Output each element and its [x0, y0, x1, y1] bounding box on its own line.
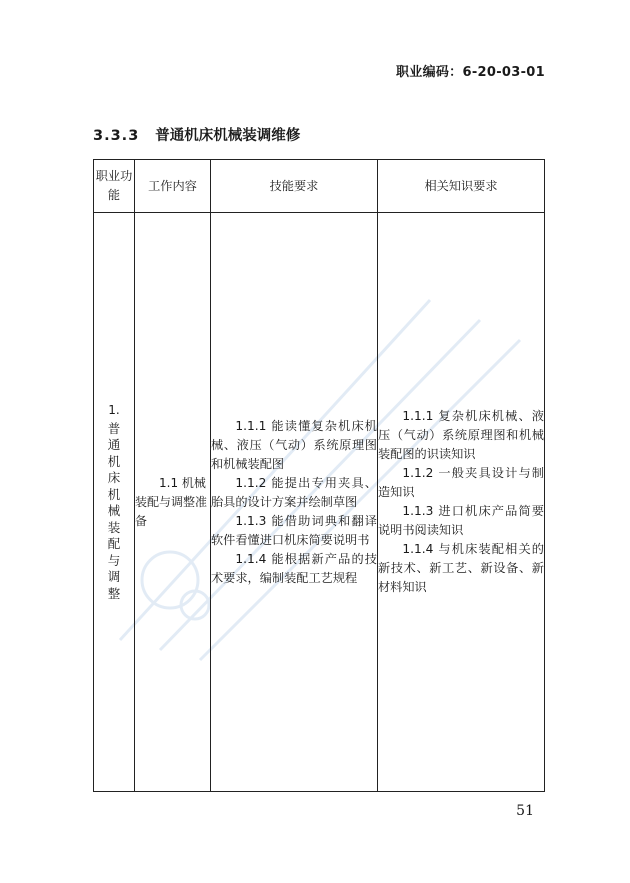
skill-item: 1.1.3 能借助词典和翻译软件看懂进口机床简要说明书	[211, 513, 377, 547]
function-number: 1.	[108, 403, 120, 417]
table-row	[94, 213, 545, 792]
skill-requirements-cell	[211, 213, 378, 792]
knowledge-item: 1.1.1 复杂机床机械、液压（气动）系统原理图和机械装配图的识读知识	[378, 409, 544, 461]
table-header-row	[94, 160, 545, 213]
section-heading	[93, 124, 300, 145]
function-text: 普通机床机械装配与调整	[107, 420, 121, 601]
knowledge-requirements-cell	[378, 213, 545, 792]
header-knowledge-requirements: 相关知识要求	[378, 160, 545, 213]
knowledge-item: 1.1.4 与机床装配相关的新技术、新工艺、新设备、新材料知识	[378, 542, 544, 594]
section-number: 3.3.3	[93, 128, 140, 144]
function-label	[107, 402, 121, 602]
knowledge-item: 1.1.3 进口机床产品简要说明书阅读知识	[378, 504, 544, 537]
header-work-content: 工作内容	[135, 160, 211, 213]
section-title: 普通机床机械装调维修	[155, 128, 301, 144]
header-skill-requirements: 技能要求	[211, 160, 378, 213]
skill-item: 1.1.2 能提出专用夹具、胎具的设计方案并绘制草图	[211, 475, 377, 509]
knowledge-item: 1.1.2 一般夹具设计与制造知识	[378, 466, 544, 499]
function-cell	[94, 213, 135, 792]
header-function: 职业功能	[94, 160, 135, 213]
occupation-code: 职业编码：6-20-03-01	[395, 65, 545, 80]
skills-table	[93, 159, 545, 792]
skill-item: 1.1.1 能读懂复杂机床机械、液压（气动）系统原理图和机械装配图	[211, 418, 377, 471]
page-number: 51	[516, 803, 534, 819]
work-content-cell: 1.1 机械装配与调整准备	[135, 213, 211, 792]
skill-item: 1.1.4 能根据新产品的技术要求，编制装配工艺规程	[211, 551, 377, 585]
